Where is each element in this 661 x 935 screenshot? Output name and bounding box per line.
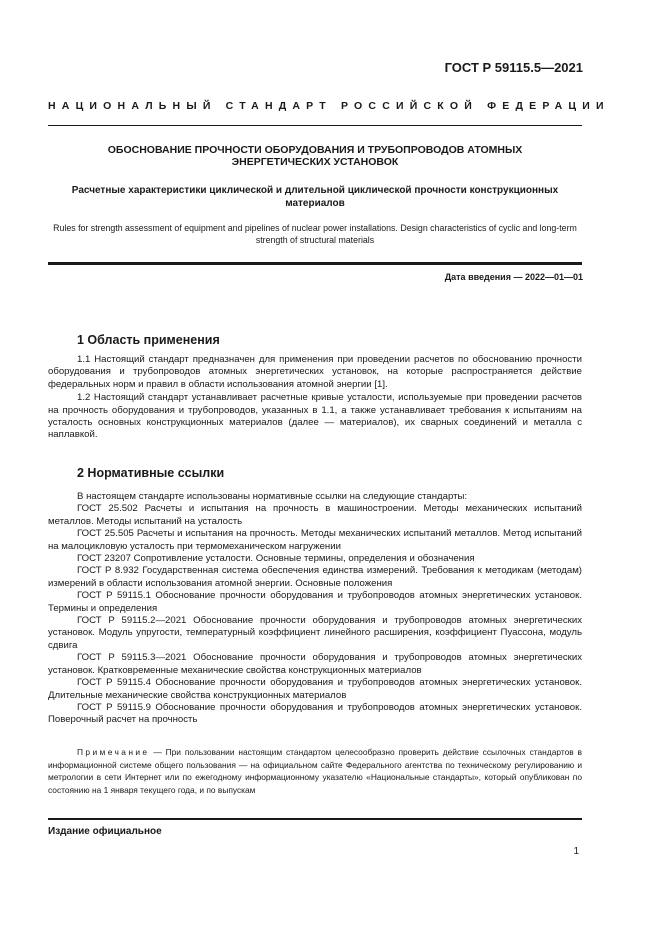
reference-item: ГОСТ 25.502 Расчеты и испытания на прочность в машиностроении. Методы механических испытаний металлов. Методы испытаний на усталость [48, 503, 582, 527]
gost-number: ГОСТ Р 59115.5—2021 [444, 60, 583, 75]
title-divider [48, 262, 582, 265]
reference-item: ГОСТ 25.505 Расчеты и испытания на прочность. Методы механических испытаний металлов. Метод испытаний на малоцикловую усталость при термомеханическом нагружении [48, 528, 582, 552]
section-heading-scope: 1 Область применения [77, 333, 220, 347]
reference-item: ГОСТ Р 59115.4 Обоснование прочности оборудования и трубопроводов атомных энергетических установок. Длительные механические свойства конструкционных материалов [48, 677, 582, 701]
paragraph: 1.1 Настоящий стандарт предназначен для применения при проведении расчетов по обоснованию прочности оборудования и трубопроводов атомных энергетических установок, на которые распространяется действие федеральных норм и правил в области использования атомной энергии [1]. [48, 354, 582, 390]
reference-item: ГОСТ Р 59115.3—2021 Обоснование прочности оборудования и трубопроводов атомных энергетических установок. Кратковременные механические свойства конструкционных материалов [48, 652, 582, 676]
english-title: Rules for strength assessment of equipment and pipelines of nuclear power installations. Design characteristics of cyclic and long-term strength of structural materials [53, 223, 577, 245]
paragraph: В настоящем стандарте использованы нормативные ссылки на следующие стандарты: [77, 491, 468, 502]
footer-divider [48, 818, 582, 820]
paragraph: 1.2 Настоящий стандарт устанавливает расчетные кривые усталости, используемые при проведении расчетов на прочность оборудования и трубопроводов, указанных в 1.1, а также устанавливает требования к испытаниям на усталость основных конструкционных материалов (далее — материалов), их сварных соединений и металла с наплавкой. [48, 392, 582, 441]
reference-item: ГОСТ Р 59115.2—2021 Обоснование прочности оборудования и трубопроводов атомных энергетических установок. Модуль упругости, температурный коэффициент линейного расширения, коэффициент Пуассона, модуль сдвига [48, 615, 582, 651]
reference-item: ГОСТ Р 59115.9 Обоснование прочности оборудования и трубопроводов атомных энергетических установок. Поверочный расчет на прочность [48, 701, 582, 726]
reference-item: ГОСТ 23207 Сопротивление усталости. Основные термины, определения и обозначения [77, 553, 475, 565]
document-title: ОБОСНОВАНИЕ ПРОЧНОСТИ ОБОРУДОВАНИЯ И ТРУБОПРОВОДОВ АТОМНЫХ ЭНЕРГЕТИЧЕСКИХ УСТАНОВОК [107, 144, 523, 168]
section-heading-references: 2 Нормативные ссылки [77, 466, 225, 480]
official-edition-label: Издание официальное [48, 826, 162, 837]
reference-item: ГОСТ Р 59115.1 Обоснование прочности оборудования и трубопроводов атомных энергетических установок. Термины и определения [48, 590, 582, 614]
national-standard-caption: НАЦИОНАЛЬНЫЙ СТАНДАРТ РОССИЙСКОЙ ФЕДЕРАЦИИ [48, 100, 610, 112]
note-label: Примечание [77, 747, 150, 757]
reference-item: ГОСТ Р 8.932 Государственная система обеспечения единства измерений. Требования к методикам (методам) измерений в области использования атомной энергии. Основные положения [48, 565, 582, 589]
note-text: — При пользовании настоящим стандартом целесообразно проверить действие ссылочных стандартов в информационной системе общего пользования — на официальном сайте Федерального агентства по техническому регулированию и метрологии в сети Интернет или по ежегодному информационному указателю «Национальные стандарты», который опубликован по состоянию на 1 января текущего года, и по выпускам [48, 747, 582, 795]
page-number: 1 [573, 846, 579, 857]
header-divider [48, 125, 582, 126]
section-body-references [48, 491, 582, 727]
document-subtitle: Расчетные характеристики циклической и длительной циклической прочности конструкционных материалов [71, 185, 559, 209]
introduction-date: Дата введения — 2022—01—01 [444, 272, 583, 282]
note [48, 746, 582, 796]
section-body-scope [48, 354, 582, 442]
